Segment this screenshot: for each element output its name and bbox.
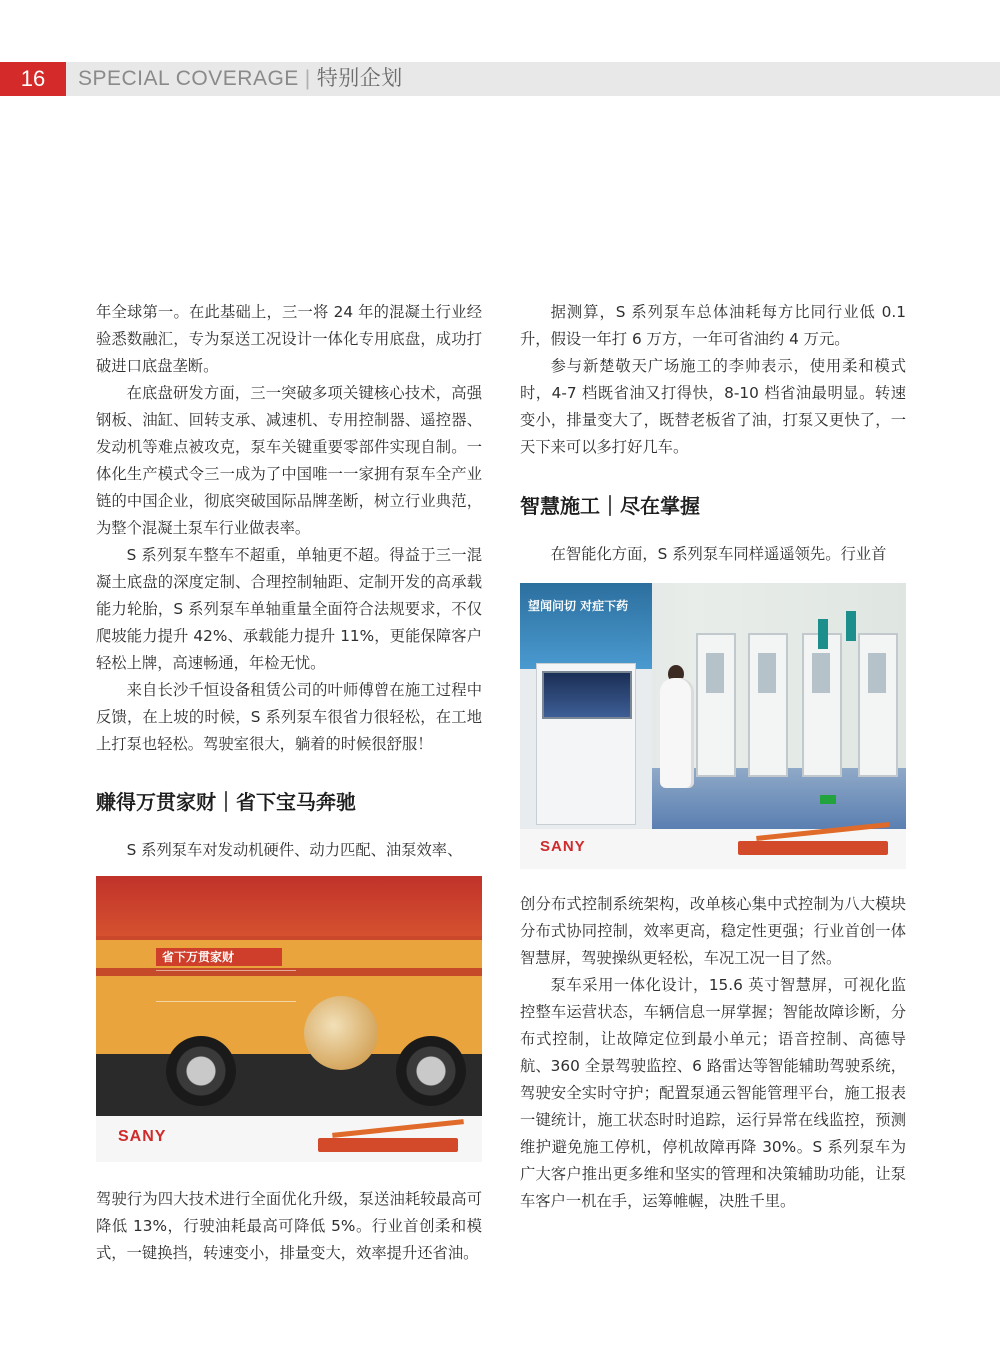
room-sign: [818, 619, 828, 649]
image-tagline: 省下万贯家财: [156, 948, 282, 966]
wheel-icon: [396, 1036, 466, 1106]
pump-truck-image: [96, 876, 482, 1162]
mini-truck-icon: [318, 1138, 458, 1152]
paragraph: 创分布式控制系统架构，改单核心集中式控制为八大模块分布式协同控制，效率更高，稳定性更强；行业首创一体智慧屏，驾驶操纵更轻松，车况工况一目了然。: [520, 895, 906, 967]
left-column-bottom: [96, 1186, 482, 1267]
door: [696, 633, 736, 777]
mini-truck-icon: [738, 841, 888, 855]
image-caption-lines: [156, 970, 296, 1002]
door: [748, 633, 788, 777]
left-column-after-heading: [96, 837, 482, 864]
page-number: 16: [20, 66, 46, 91]
paragraph: 在底盘研发方面，三一突破多项关键核心技术，高强钢板、油缸、回转支承、减速机、专用控制器、遥控器、发动机等难点被攻克，泵车关键重要零部件实现自制。一体化生产模式令三一成为了中国唯一一家拥有泵车全产业链的中国企业，彻底突破国际品牌垄断，树立行业典范，为整个混凝土泵车行业做表率。: [96, 384, 482, 537]
paragraph: S 系列泵车对发动机硬件、动力匹配、油泵效率、: [126, 841, 463, 859]
paragraph: 据测算，S 系列泵车总体油耗每方比同行业低 0.1 升，假设一年打 6 万方，一年可省油约 4 万元。: [520, 303, 906, 348]
hospital-corridor-image: [520, 583, 906, 869]
door: [802, 633, 842, 777]
heading-save-money: 赚得万贯家财｜省下宝马奔驰: [96, 790, 356, 814]
section-separator: |: [304, 67, 311, 90]
right-column-top: [520, 299, 906, 461]
paragraph: 来自长沙千恒设备租赁公司的叶师傅曾在施工过程中反馈，在上坡的时候，S 系列泵车很省力很轻松，在工地上打泵也轻松。驾驶室很大，躺着的时候很舒服！: [96, 681, 482, 753]
doctor-figure: [660, 678, 694, 788]
door: [858, 633, 898, 777]
section-title-en: SPECIAL COVERAGE: [78, 67, 299, 90]
paragraph: 泵车采用一体化设计，15.6 英寸智慧屏，可视化监控整车运营状态，车辆信息一屏掌握；智能故障诊断，分布式控制，让故障定位到最小单元；语音控制、高德导航、360 全景驾驶监控、6 路雷达等智能辅助驾驶系统，驾驶安全实时守护；配置泵通云智能管理平台，施工报表一键统计，施工状态时时追踪，运行异常在线监控，预测维护避免施工停机，停机故障再降 30%。S 系列泵车为广大客户推出更多维和坚实的管理和决策辅助功能，让泵车客户一机在手，运筹帷幄，决胜千里。: [520, 976, 906, 1210]
paragraph: 参与新楚敬天广场施工的李帅表示，使用柔和模式时，4-7 档既省油又打得快，8-10 档省油最明显。转速变小，排量变大了，既替老板省了油，打泵又更快了，一天下来可以多打好几车。: [520, 357, 906, 456]
kiosk-screen: [542, 671, 632, 719]
paragraph: S 系列泵车整车不超重，单轴更不超。得益于三一混凝土底盘的深度定制、合理控制轴距、定制开发的高承载能力轮胎，S 系列泵车单轴重量全面符合法规要求，不仅爬坡能力提升 42%、承载能力提升 11%，更能保障客户轻松上牌，高速畅通，年检无忧。: [96, 546, 482, 672]
paragraph: 年全球第一。在此基础上，三一将 24 年的混凝土行业经验悉数融汇，专为泵送工况设计一体化专用底盘，成功打破进口底盘垄断。: [96, 303, 482, 375]
section-title: [78, 62, 403, 96]
piggy-bank-icon: [304, 996, 378, 1070]
section-title-cn: 特别企划: [316, 67, 403, 90]
sany-logo: SANY: [118, 1128, 167, 1145]
right-column-after-heading: [520, 541, 906, 568]
paragraph: 驾驶行为四大技术进行全面优化升级，泵送油耗较最高可降低 13%，行驶油耗最高可降低 5%。行业首创柔和模式，一键换挡，转速变小，排量变大，效率提升还省油。: [96, 1190, 482, 1262]
paragraph: 在智能化方面，S 系列泵车同样遥遥领先。行业首: [550, 545, 887, 563]
exit-sign-icon: [820, 795, 836, 804]
panel-title: 望闻问切 对症下药: [528, 599, 629, 613]
wheel-icon: [166, 1036, 236, 1106]
sany-logo: SANY: [540, 838, 586, 855]
heading-smart-construction: 智慧施工｜尽在掌握: [520, 494, 700, 518]
room-sign: [846, 611, 856, 641]
right-column-bottom: [520, 891, 906, 1215]
left-column-top: [96, 299, 482, 758]
